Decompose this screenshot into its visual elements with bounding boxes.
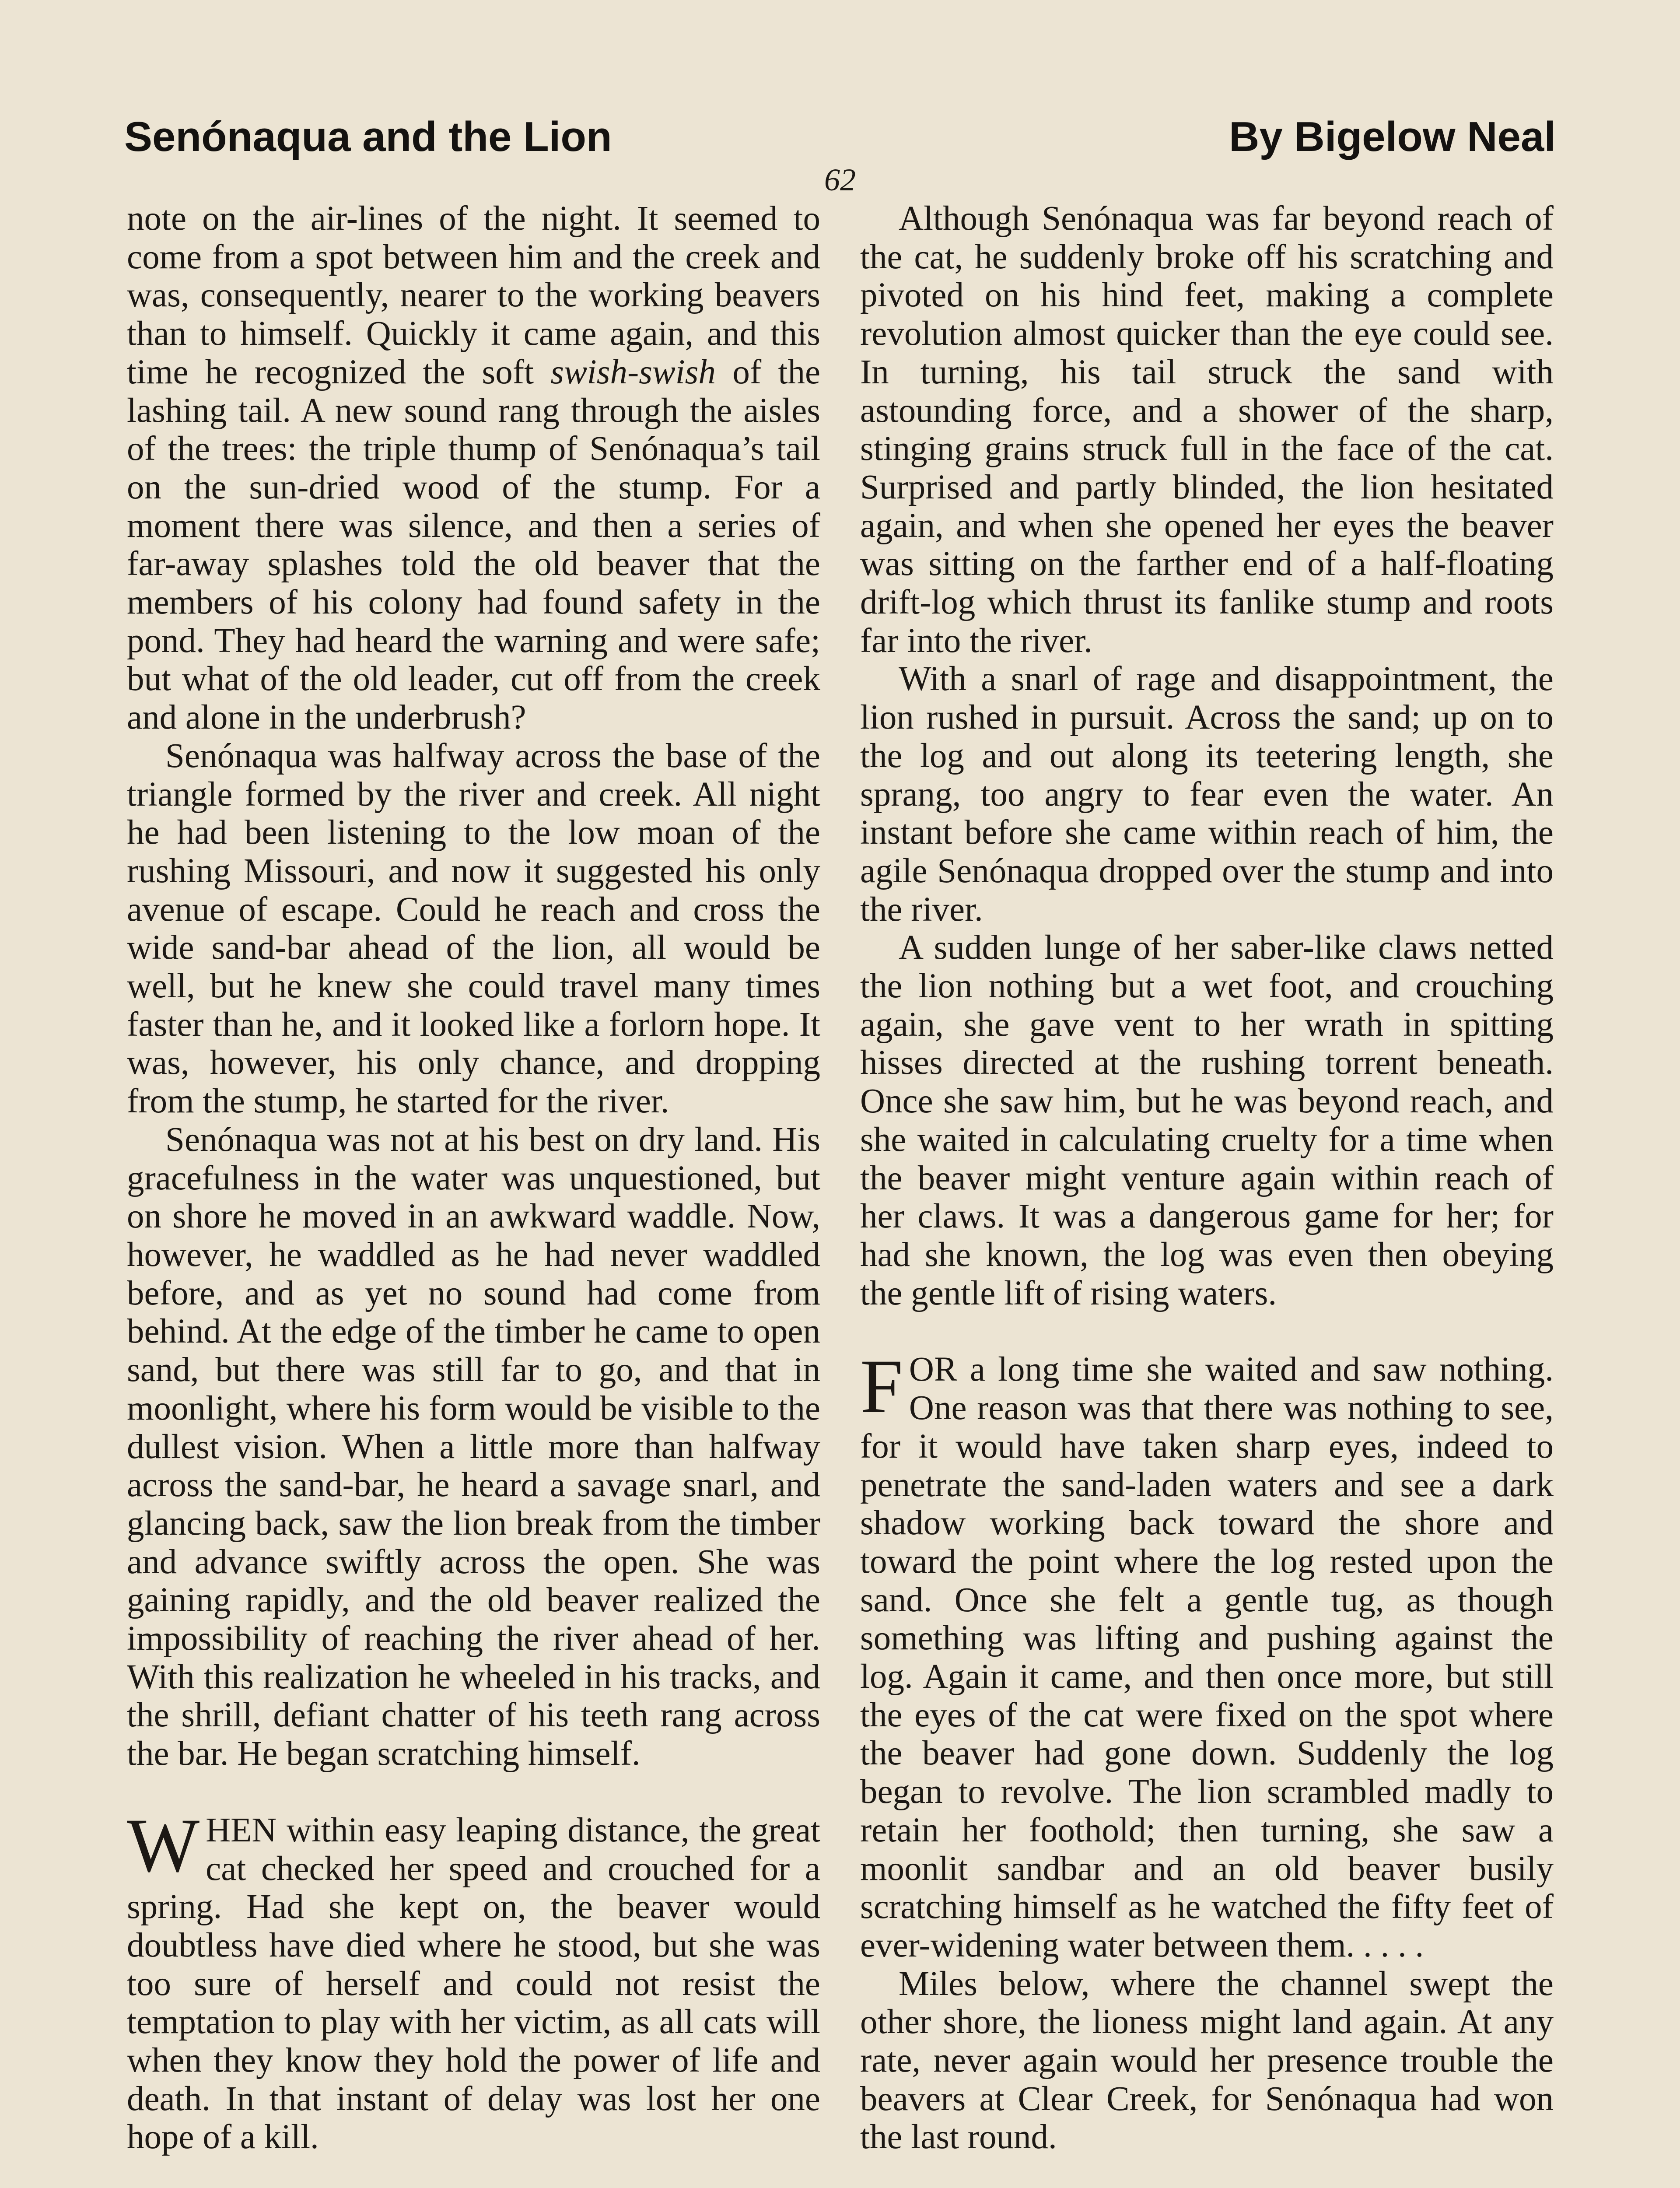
page-number: 62 bbox=[824, 162, 856, 197]
paragraph: Although Senónaqua was far beyond reach of the cat, he suddenly broke off his scratching and pivoted on his hind feet, making a complete revolution almost quicker than the eye could see. In turning, his tail struck the sand with astounding force, and a shower of the sharp, stinging grains struck full in the face of the cat. Surprised and partly blinded, the lion hesitated again, and when she opened her eyes the beaver was sitting on the farther end of a half-floating drift-log which thrust its fanlike stump and roots far into the river. bbox=[860, 200, 1554, 660]
paragraph: With a snarl of rage and disappointment, the lion rushed in pursuit. Across the sand; up on to the log and out along its teetering length, she sprang, too angry to fear even the water. An instant before she came within reach of him, the agile Senónaqua dropped over the stump and into the river. bbox=[860, 660, 1554, 929]
drop-cap-paragraph: WHEN within easy leaping distance, the great cat checked her speed and crouched for a spring. Had she kept on, the beaver would doubtless have died where he stood, but she was too sure of herself and could not resist the temptation to play with her victim, as all cats will when they know they hold the power of life and death. In that instant of delay was lost her one hope of a kill. bbox=[127, 1802, 820, 2156]
byline: By Bigelow Neal bbox=[1229, 113, 1556, 160]
left-column bbox=[127, 200, 820, 2156]
paragraph: Senónaqua was not at his best on dry land. His gracefulness in the water was unquestioned, but on shore he moved in an awkward waddle. Now, however, he waddled as he had never waddled before, and as yet no sound had come from behind. At the edge of the timber he came to open sand, but there was still far to go, and that in moonlight, where his form would be visible to the dullest vision. When a little more than halfway across the sand-bar, he heard a savage snarl, and glancing back, saw the lion break from the timber and advance swiftly across the open. She was gaining rapidly, and the old beaver realized the impossibility of reaching the river ahead of her. With this realization he wheeled in his tracks, and the shrill, defiant chatter of his teeth rang across the bar. He began scratching himself. bbox=[127, 1120, 820, 1773]
text-run: note on the air-lines of the night. It seemed to come from a spot between him and the creek and was, consequently, nearer to the working beavers than to himself. Quickly it came again, and this time he recognized the soft bbox=[127, 200, 820, 391]
text-run: of the lashing tail. A new sound rang through the aisles of the trees: the triple thump of Senónaqua’s tail on the sun-dried wood of the stump. For a moment there was silence, and then a series of far-away splashes told the old beaver that the members of his colony had found safety in the pond. They had heard the warning and were safe; but what of the old leader, cut off from the creek and alone in the underbrush? bbox=[127, 353, 821, 737]
paragraph: Senónaqua was halfway across the base of the triangle formed by the river and creek. All night he had been listening to the low moan of the rushing Missouri, and now it suggested his only avenue of escape. Could he reach and cross the wide sand-bar ahead of the lion, all would be well, but he knew she could travel many times faster than he, and it looked like a forlorn hope. It was, however, his only chance, and dropping from the stump, he started for the river. bbox=[127, 736, 820, 1121]
italic-text: swish-swish bbox=[550, 353, 716, 391]
paragraph bbox=[127, 200, 820, 737]
page-header bbox=[124, 113, 1556, 161]
paragraph: A sudden lunge of her saber-like claws netted the lion nothing but a wet foot, and crouching again, she gave vent to her wrath in spitting hisses directed at the rushing torrent beneath. Once she saw him, but he was beyond reach, and she waited in calculating cruelty for a time when the beaver might venture again within reach of her claws. It was a dangerous game for her; for had she known, the log was even then obeying the gentle lift of rising waters. bbox=[860, 929, 1554, 1312]
drop-cap-paragraph: FOR a long time she waited and saw nothing. One reason was that there was nothing to see, for it would have taken sharp eyes, indeed to penetrate the sand-laden waters and see a dark shadow working back toward the shore and toward the point where the log rested upon the sand. Once she felt a gentle tug, as though something was lifting and pushing against the log. Again it came, and then once more, but still the eyes of the cat were fixed on the spot where the beaver had gone down. Suddenly the log began to revolve. The lion scrambled madly to retain her foothold; then turning, she saw a moonlit sandbar and an old beaver busily scratching himself as he watched the fifty feet of ever-widening water between them. . . . . bbox=[860, 1344, 1554, 1964]
story-title: Senónaqua and the Lion bbox=[124, 113, 612, 160]
right-column bbox=[860, 200, 1554, 2156]
paragraph: Miles below, where the channel swept the other shore, the lioness might land again. At any rate, never again would her presence trouble the beavers at Clear Creek, for Senónaqua had won the last round. bbox=[860, 1964, 1554, 2156]
